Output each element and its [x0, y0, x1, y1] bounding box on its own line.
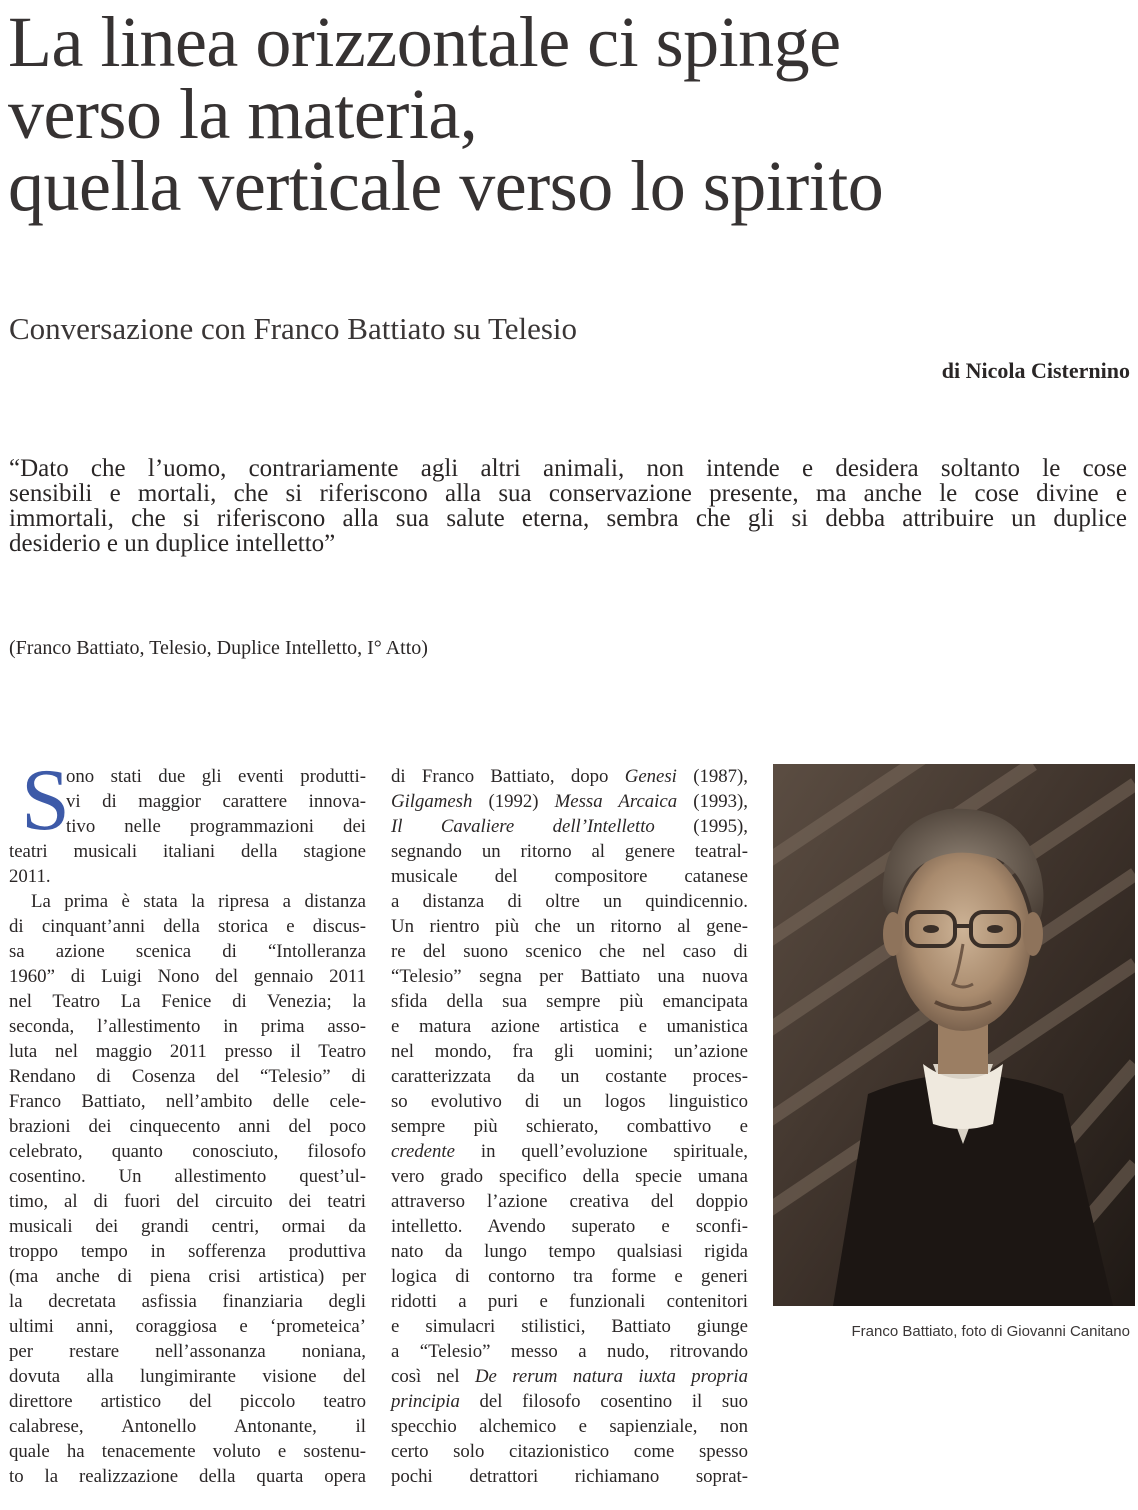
text-line: [391, 764, 748, 789]
text-line: vi di maggior carattere innova-: [66, 791, 366, 812]
drop-cap: S: [21, 752, 70, 849]
text-line: pochi detrattori richiamano soprat-: [391, 1466, 748, 1487]
text-line: 1960” di Luigi Nono del gennaio 2011: [9, 966, 366, 987]
portrait-illustration: [773, 764, 1135, 1306]
text-line: dovuta alla lungimirante visione del: [9, 1366, 366, 1387]
text-run: (1987),: [676, 766, 748, 787]
work-title: Il Cavaliere dell’Intelletto: [391, 816, 655, 837]
text-line: [391, 789, 748, 814]
text-line: Rendano di Cosenza del “Telesio” di: [9, 1066, 366, 1087]
text-line: sa azione scenica di “Intolleranza: [9, 941, 366, 962]
text-run: (1995),: [654, 816, 748, 837]
portrait-photo: [773, 764, 1135, 1306]
text-line: teatri musicali italiani della stagione: [9, 841, 366, 862]
text-line: brazioni dei cinquecento anni del poco: [9, 1116, 366, 1137]
text-line: tivo nelle programmazioni dei: [66, 816, 366, 837]
text-line: 2011.: [9, 866, 51, 887]
text-run: così nel: [391, 1366, 475, 1387]
text-line: calabrese, Antonello Antonante, il: [9, 1416, 366, 1437]
text-line: e matura azione artistica e umanistica: [391, 1016, 748, 1037]
text-line: quale ha tenacemente voluto e sostenu-: [9, 1441, 366, 1462]
photo-caption: Franco Battiato, foto di Giovanni Canitano: [851, 1323, 1130, 1340]
text-line: a distanza di oltre un quindicennio.: [391, 891, 748, 912]
text-line: sfida della sua sempre più emancipata: [391, 991, 748, 1012]
text-line: [391, 814, 748, 839]
work-title: Genesi: [624, 766, 677, 787]
text-line: so evolutivo di un logos linguistico: [391, 1091, 748, 1112]
text-line: troppo tempo in sofferenza produttiva: [9, 1241, 366, 1262]
text-line: segnando un ritorno al genere teatral-: [391, 841, 748, 862]
text-line: nato da lungo tempo qualsiasi rigida: [391, 1241, 748, 1262]
text-line: attraverso l’azione creativa del doppio: [391, 1191, 748, 1212]
article-title: [8, 2, 1133, 226]
text-line: luta nel maggio 2011 presso il Teatro: [9, 1041, 366, 1062]
title-line: verso la materia,: [8, 74, 478, 154]
text-line: direttore artistico del piccolo teatro: [9, 1391, 366, 1412]
text-line: certo solo citazionistico come spesso: [391, 1441, 748, 1462]
epigraph-quote: [9, 450, 1127, 557]
text-line: seconda, l’allestimento in prima asso-: [9, 1016, 366, 1037]
quote-line: “Dato che l’uomo, contrariamente agli altri animali, non intende e desidera soltanto le cose: [9, 455, 1127, 482]
emphasis: credente: [391, 1141, 455, 1162]
text-line: ridotti a puri e funzionali contenitori: [391, 1291, 748, 1312]
work-title: principia: [391, 1391, 460, 1412]
text-run: in quell’evoluzione spirituale,: [454, 1141, 748, 1162]
text-line: vero grado specifico della specie umana: [391, 1166, 748, 1187]
epigraph-source: (Franco Battiato, Telesio, Duplice Intelletto, I° Atto): [9, 637, 428, 659]
quote-line: desiderio e un duplice intelletto”: [9, 530, 336, 557]
text-line: ultimi anni, coraggiosa e ‘prometeica’: [9, 1316, 366, 1337]
text-line: La prima è stata la ripresa a distanza: [31, 891, 366, 912]
article-column-2: [391, 764, 748, 1489]
quote-line: sensibili e mortali, che si riferiscono alla sua conservazione presente, ma anche le cose divine e: [9, 480, 1127, 507]
text-line: per restare nell’assonanza noniana,: [9, 1341, 366, 1362]
text-run: del filosofo cosentino il suo: [459, 1391, 748, 1412]
text-line: a “Telesio” messo a nudo, ritrovando: [391, 1341, 748, 1362]
text-line: Un rientro più che un ritorno al gene-: [391, 916, 748, 937]
text-line: musicale del compositore catanese: [391, 866, 748, 887]
text-line: nel Teatro La Fenice di Venezia; la: [9, 991, 366, 1012]
text-line: di cinquant’anni della storica e discus-: [9, 916, 366, 937]
title-line: La linea orizzontale ci spinge: [8, 2, 841, 82]
text-line: “Telesio” segna per Battiato una nuova: [391, 966, 748, 987]
text-line: Franco Battiato, nell’ambito delle cele-: [9, 1091, 366, 1112]
text-line: caratterizzata da un costante proces-: [391, 1066, 748, 1087]
article-column-1: [9, 752, 366, 1489]
text-line: intelletto. Avendo superato e sconfi-: [391, 1216, 748, 1237]
text-line: cosentino. Un allestimento quest’ul-: [9, 1166, 366, 1187]
text-line: la decretata asfissia finanziaria degli: [9, 1291, 366, 1312]
work-title: Gilgamesh: [391, 791, 473, 812]
text-line: logica di contorno tra forme e generi: [391, 1266, 748, 1287]
text-line: e simulacri stilistici, Battiato giunge: [391, 1316, 748, 1337]
text-line: ono stati due gli eventi produtti-: [66, 766, 366, 787]
text-run: (1993),: [677, 791, 748, 812]
text-run: di Franco Battiato, dopo: [391, 766, 625, 787]
text-line: re del suono scenico che nel caso di: [391, 941, 748, 962]
text-line: [391, 1364, 748, 1389]
work-title: Messa Arcaica: [554, 791, 678, 812]
title-line: quella verticale verso lo spirito: [8, 146, 884, 226]
text-line: timo, al di fuori del circuito dei teatri: [9, 1191, 366, 1212]
article-subtitle: Conversazione con Franco Battiato su Telesio: [9, 311, 578, 346]
text-line: [391, 1139, 748, 1164]
text-line: to la realizzazione della quarta opera: [9, 1466, 366, 1487]
text-line: musicali dei grandi centri, ormai da: [9, 1216, 366, 1237]
text-line: nel mondo, fra gli uomini; un’azione: [391, 1041, 748, 1062]
text-line: [391, 1389, 748, 1414]
quote-line: immortali, che si riferiscono alla sua salute eterna, sembra che gli si debba attribuire un duplice: [9, 505, 1127, 532]
text-line: (ma anche di piena crisi artistica) per: [9, 1266, 366, 1287]
text-run: (1992): [472, 791, 555, 812]
author-byline: di Nicola Cisternino: [941, 358, 1130, 383]
text-line: celebrato, quanto conosciuto, filosofo: [9, 1141, 366, 1162]
text-line: specchio alchemico e sapienziale, non: [391, 1416, 748, 1437]
text-line: sempre più schierato, combattivo e: [391, 1116, 748, 1137]
work-title: De rerum natura iuxta propria: [474, 1366, 748, 1387]
